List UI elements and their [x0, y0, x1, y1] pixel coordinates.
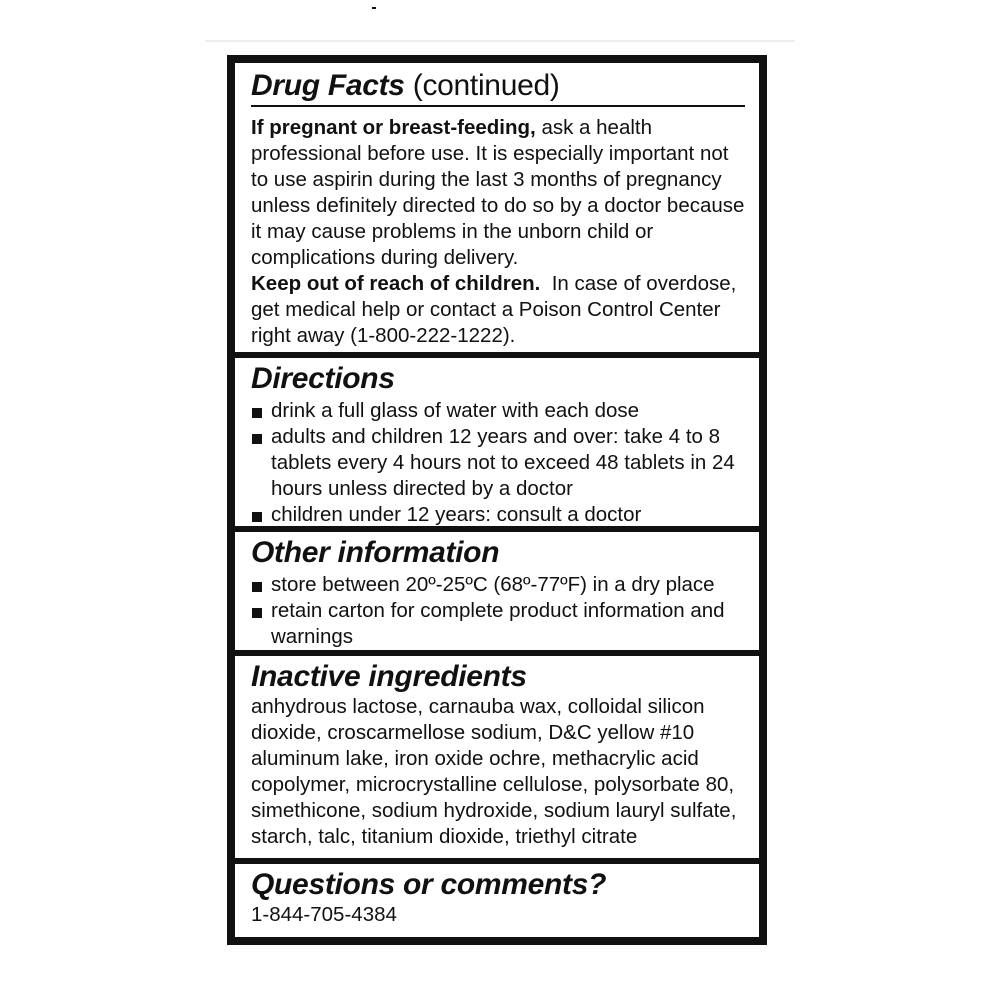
directions-item: drink a full glass of water with each dose: [251, 398, 745, 424]
inactive-ingredients-title: Inactive ingredients: [251, 660, 527, 693]
drug-facts-title-continued: (continued): [412, 69, 560, 102]
other-information-item: retain carton for complete product information and warnings: [251, 598, 745, 650]
children-warning-lead: Keep out of reach of children.: [251, 272, 541, 295]
directions-section: [235, 358, 759, 526]
children-warning-text: In case of overdose, get medical help or contact a Poison Control Center right away (1-800-222-1222).: [251, 272, 737, 347]
directions-title: Directions: [251, 362, 395, 395]
questions-title: Questions or comments?: [251, 868, 607, 901]
questions-section: [235, 864, 759, 937]
background-rule: [205, 40, 795, 42]
directions-list: [251, 398, 745, 526]
directions-item: children under 12 years: consult a doctor: [251, 502, 745, 526]
inactive-ingredients-text: anhydrous lactose, carnauba wax, colloidal silicon dioxide, croscarmellose sodium, D&C yellow #10 aluminum lake, iron oxide ochre, methacrylic acid copolymer, microcrystalline cellulose, polysorbate 80, simethicone, sodium hydroxide, sodium lauryl sulfate, starch, talc, titanium dioxide, triethyl citrate: [251, 695, 737, 848]
inactive-ingredients-section: [235, 656, 759, 858]
questions-phone: 1-844-705-4384: [251, 903, 397, 926]
drug-facts-panel: [227, 55, 767, 945]
pregnancy-warning: [251, 115, 745, 271]
other-information-item: store between 20º-25ºC (68º-77ºF) in a dry place: [251, 572, 745, 598]
directions-item: adults and children 12 years and over: take 4 to 8 tablets every 4 hours not to exceed 48 tablets in 24 hours unless directed by a doctor: [251, 424, 745, 502]
drug-facts-section: [235, 63, 759, 352]
other-information-title: Other information: [251, 536, 500, 569]
other-information-list: [251, 572, 745, 650]
other-information-section: [235, 532, 759, 650]
pregnancy-warning-text: ask a health professional before use. It is especially important not to use aspirin during the last 3 months of pregnancy unless definitely directed to do so by a doctor because it may cause problems in the unborn child or complications during delivery.: [251, 116, 745, 269]
drug-facts-title-bold: Drug Facts: [251, 69, 405, 102]
drug-facts-title: [251, 69, 745, 107]
background-mark: [372, 7, 376, 9]
children-warning: [251, 271, 745, 349]
pregnancy-warning-lead: If pregnant or breast-feeding,: [251, 116, 536, 139]
